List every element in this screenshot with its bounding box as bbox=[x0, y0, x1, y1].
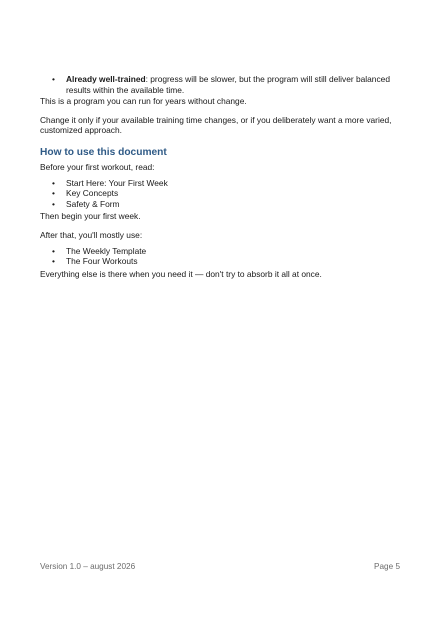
list-item bbox=[40, 74, 402, 95]
bullet-text: : progress will be slower, but the program will still deliver balanced results within the available time. bbox=[66, 74, 390, 95]
training-level-list bbox=[40, 74, 402, 95]
use-list bbox=[40, 246, 402, 267]
paragraph-before-first: Before your first workout, read: bbox=[40, 161, 155, 172]
paragraph-after-that: After that, you'll mostly use: bbox=[40, 229, 143, 240]
list-item-text: The Four Workouts bbox=[66, 256, 138, 267]
bullet-icon: • bbox=[52, 198, 55, 209]
paragraph-program: This is a program you can run for years without change. bbox=[40, 96, 247, 107]
list-item bbox=[40, 256, 402, 267]
footer-page-number: Page 5 bbox=[374, 562, 400, 571]
list-item-text: Start Here: Your First Week bbox=[66, 177, 168, 188]
list-item-text: Key Concepts bbox=[66, 188, 119, 199]
page-content bbox=[40, 74, 402, 279]
bullet-icon: • bbox=[52, 256, 55, 267]
bullet-icon: • bbox=[52, 74, 55, 84]
paragraph-everything-else: Everything else is there when you need it — don't try to absorb it all at once. bbox=[40, 268, 322, 279]
bullet-icon: • bbox=[52, 177, 55, 188]
paragraph-then-begin: Then begin your first week. bbox=[40, 211, 141, 222]
bullet-icon: • bbox=[52, 188, 55, 199]
list-item-text: The Weekly Template bbox=[66, 245, 147, 256]
list-item-text: Safety & Form bbox=[66, 198, 120, 209]
list-item bbox=[40, 199, 402, 210]
footer-version: Version 1.0 – august 2026 bbox=[40, 562, 136, 571]
bullet-icon: • bbox=[52, 245, 55, 256]
paragraph-change: Change it only if your available training time changes, or if you deliberately want a more varied, customized approach. bbox=[40, 114, 392, 136]
list-item bbox=[40, 178, 402, 189]
read-list bbox=[40, 178, 402, 210]
list-item bbox=[40, 246, 402, 257]
bullet-label: Already well-trained bbox=[66, 74, 146, 84]
list-item bbox=[40, 188, 402, 199]
section-heading: How to use this document bbox=[40, 146, 167, 158]
